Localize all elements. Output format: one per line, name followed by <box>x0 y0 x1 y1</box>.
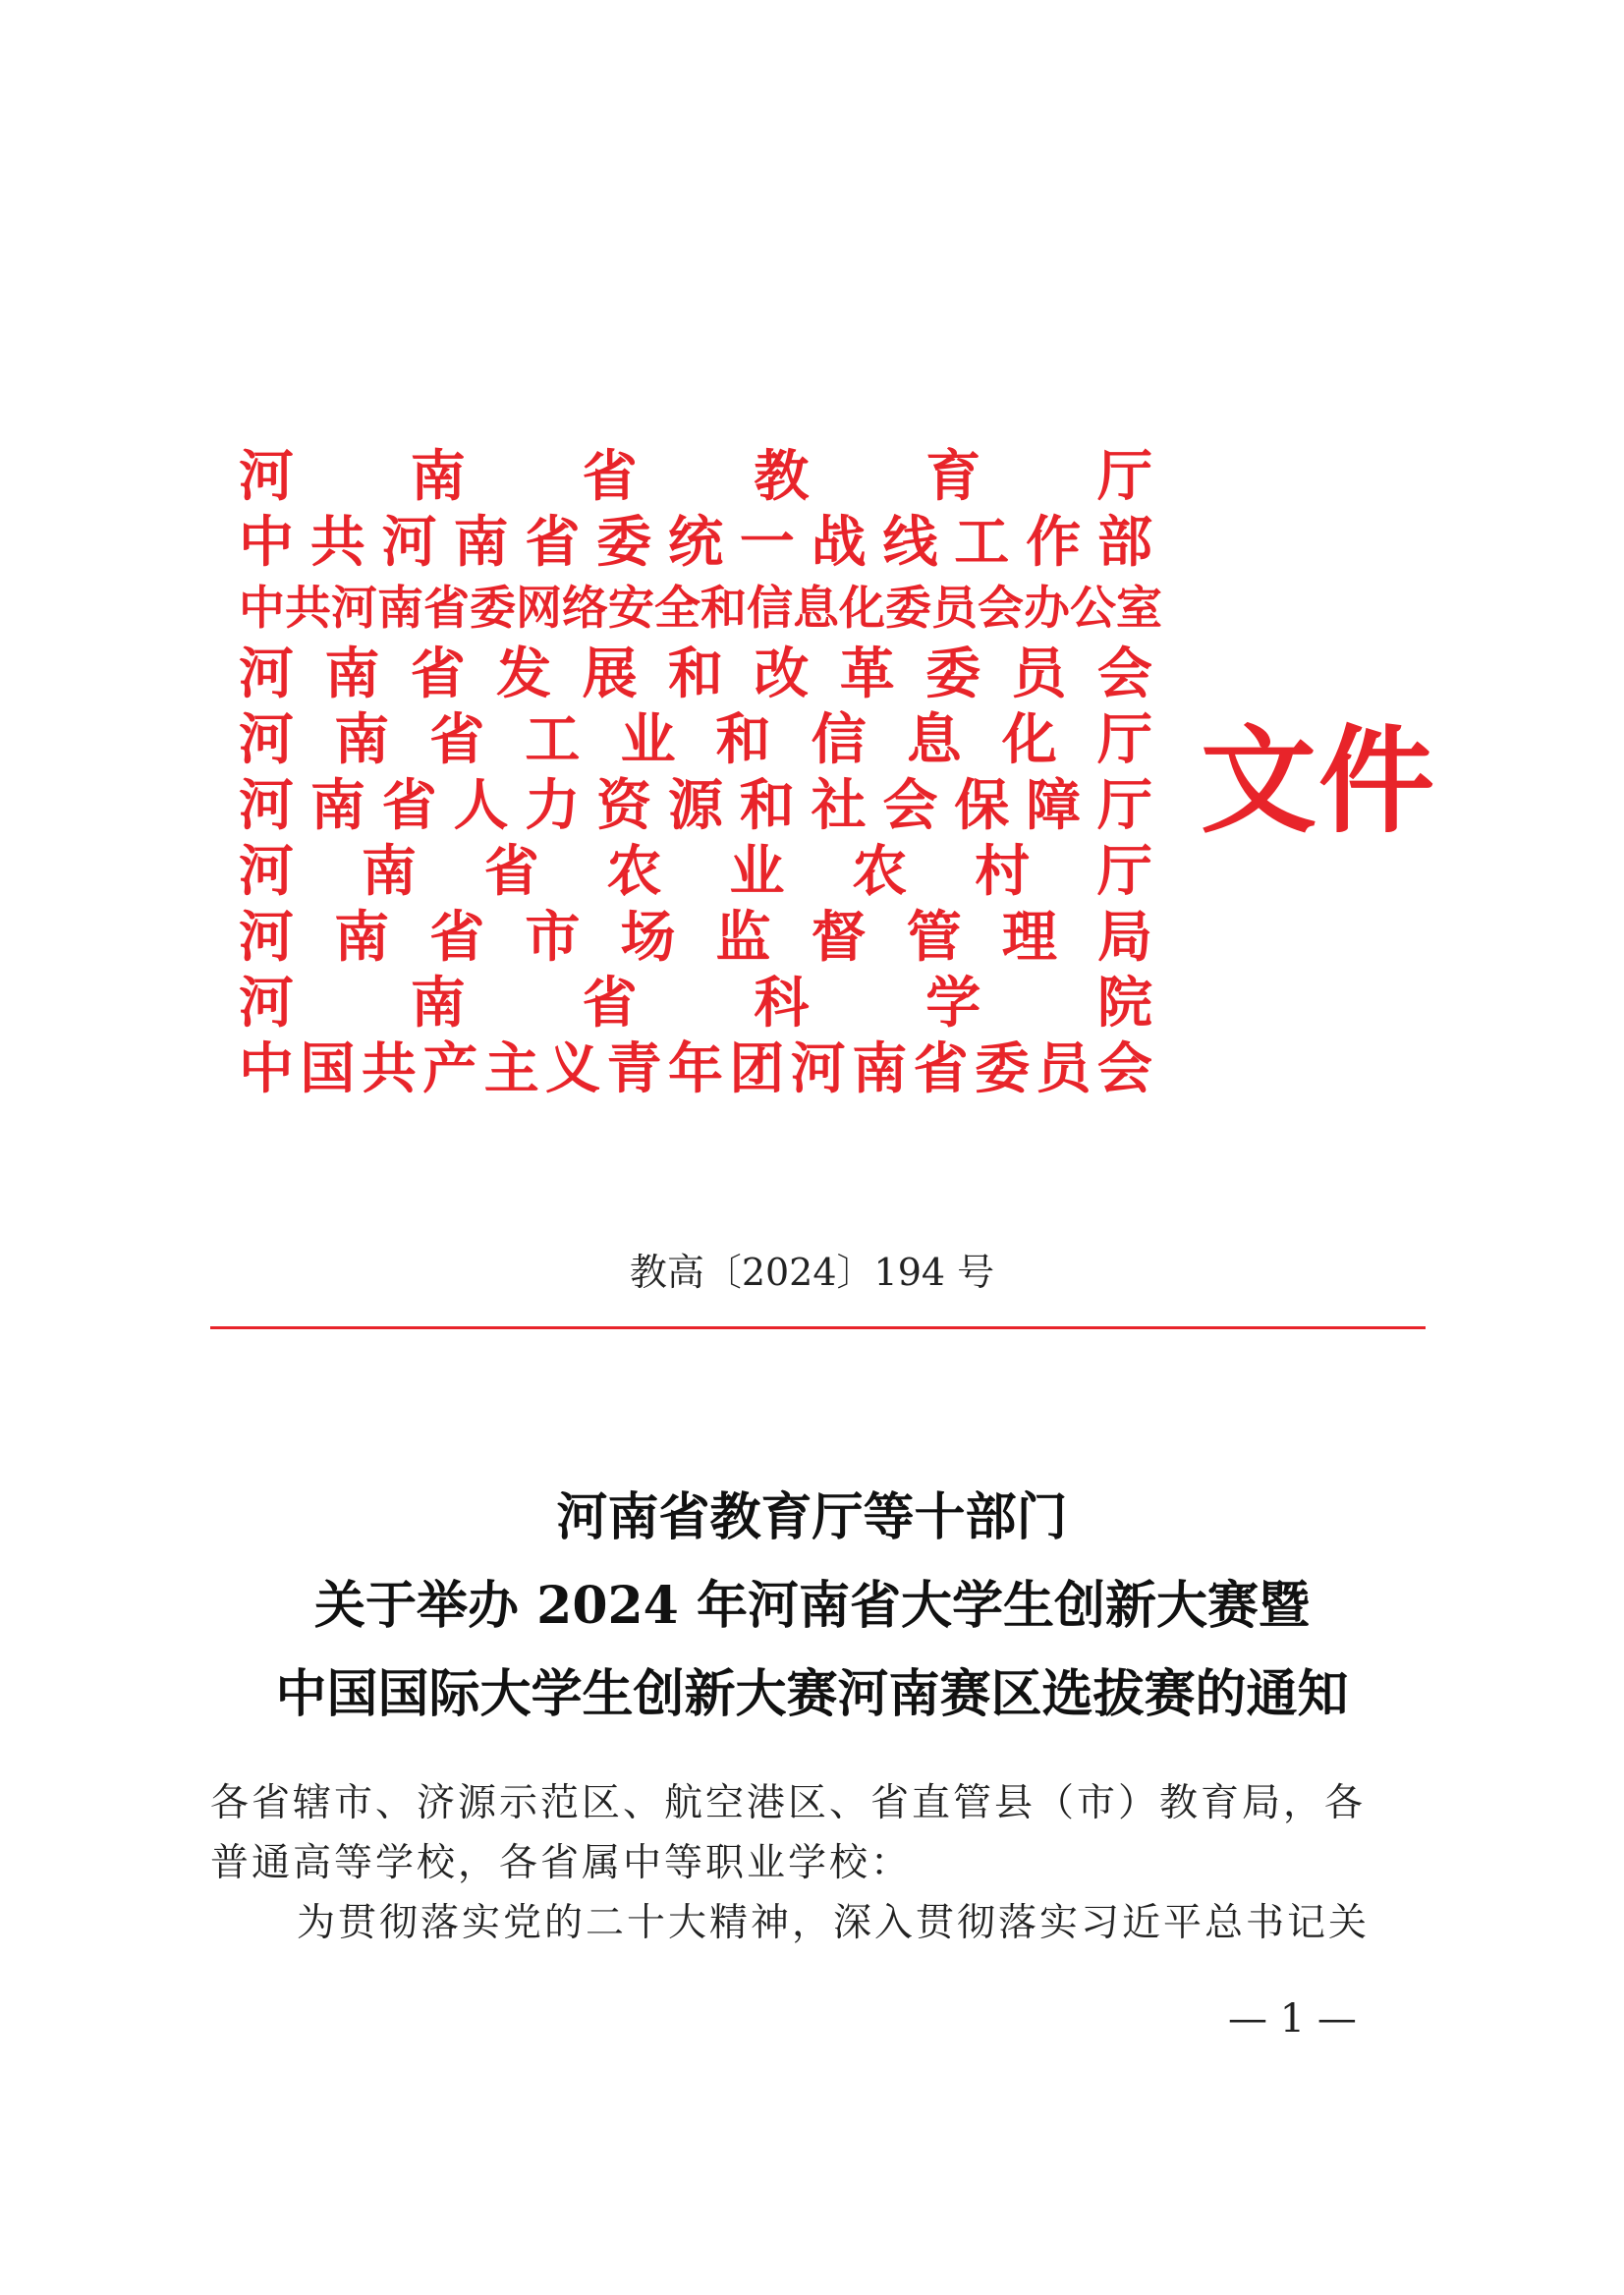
document-number: 教高〔2024〕194 号 <box>629 1251 995 1294</box>
issuer-row: 河 南 省 发 展 和 改 革 委 员 会 <box>239 642 1152 706</box>
issuer-row: 河 南 省 市 场 监 督 管 理 局 <box>239 905 1152 970</box>
salutation-line-2: 普通高等学校，各省属中等职业学校： <box>210 1841 913 1885</box>
title-line-2: 关于举办 2024 年河南省大学生创新大赛暨 <box>314 1576 1310 1636</box>
issuer-row: 中 共 河 南 省 委 统 一 战 线 工 作 部 <box>239 510 1152 575</box>
title-line-1: 河南省教育厅等十部门 <box>556 1487 1068 1547</box>
page-number: — 1 — <box>1228 1996 1357 2042</box>
document-mark: 文件 <box>1201 712 1437 849</box>
issuer-row: 中 共 河 南 省 委 网 络 安 全 和 信 息 化 委 员 会 办 公 室 <box>239 582 1162 636</box>
issuer-row: 中 国 共 产 主 义 青 年 团 河 南 省 委 员 会 <box>239 1036 1152 1101</box>
issuer-row: 河 南 省 工 业 和 信 息 化 厅 <box>239 707 1152 772</box>
title-line-3: 中国国际大学生创新大赛河南赛区选拔赛的通知 <box>275 1664 1349 1724</box>
body-text <box>210 1773 1426 1953</box>
issuer-row: 河 南 省 教 育 厅 <box>239 444 1152 509</box>
issuer-row: 河 南 省 人 力 资 源 和 社 会 保 障 厅 <box>239 773 1152 838</box>
issuer-row: 河 南 省 农 业 农 村 厅 <box>239 839 1152 904</box>
red-divider <box>210 1326 1426 1329</box>
body-paragraph-line-1: 为贯彻落实党的二十大精神，深入贯彻落实习近平总书记关 <box>297 1901 1371 1945</box>
issuer-list <box>239 444 1162 1102</box>
document-title <box>0 1474 1624 1739</box>
issuer-row: 河 南 省 科 学 院 <box>239 971 1152 1036</box>
salutation-line-1: 各省辖市、济源示范区、航空港区、省直管县（市）教育局，各 <box>210 1781 1367 1825</box>
